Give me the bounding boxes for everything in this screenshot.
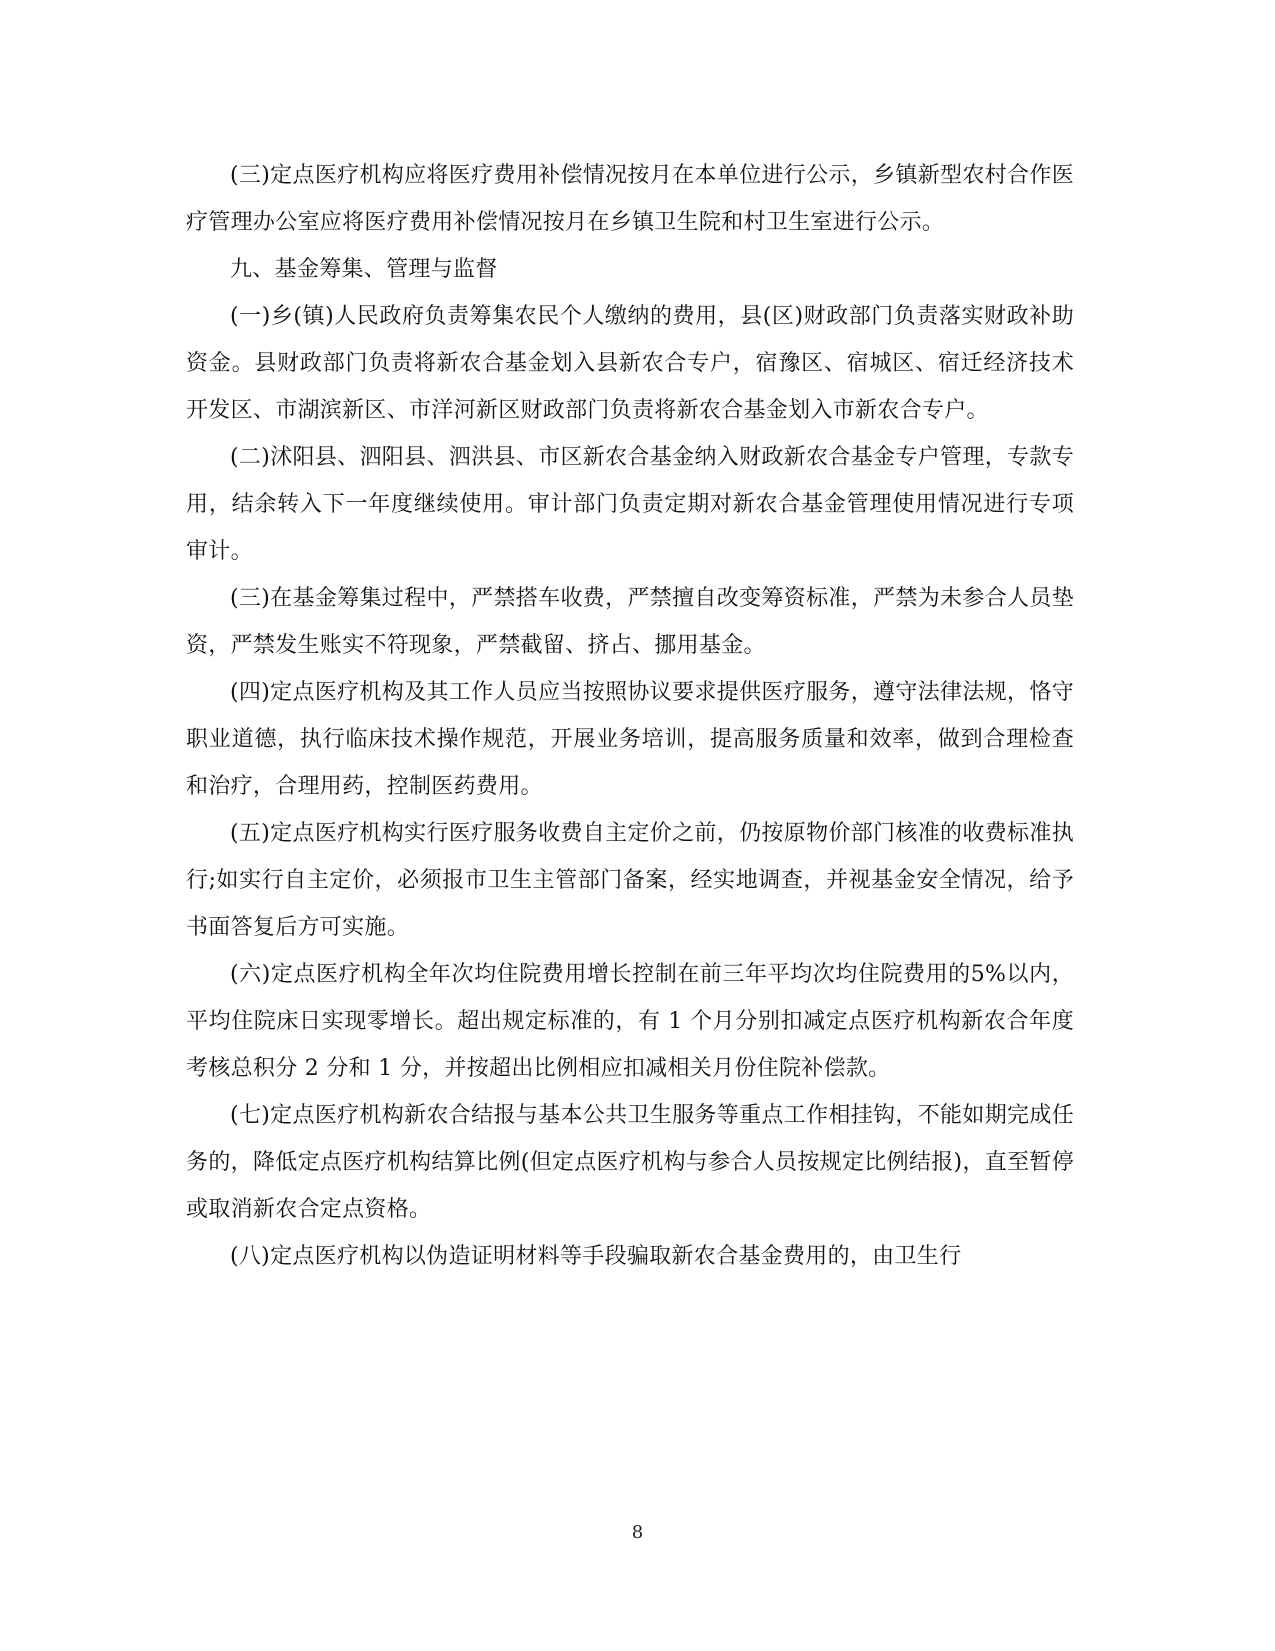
paragraph-pricing: (五)定点医疗机构实行医疗服务收费自主定价之前，仍按原物价部门核准的收费标准执行;如实行自主定价，必须报市卫生主管部门备案，经实地调查，并视基金安全情况，给予书面答复后方可实施。 bbox=[186, 821, 1074, 940]
paragraph-medical-services: (四)定点医疗机构及其工作人员应当按照协议要求提供医疗服务，遵守法律法规，恪守职业道德，执行临床技术操作规范，开展业务培训，提高服务质量和效率，做到合理检查和治疗，合理用药，控制医药费用。 bbox=[186, 680, 1074, 799]
paragraph-fund-account: (二)沭阳县、泗阳县、泗洪县、市区新农合基金纳入财政新农合基金专户管理，专款专用，结余转入下一年度继续使用。审计部门负责定期对新农合基金管理使用情况进行专项审计。 bbox=[186, 445, 1074, 564]
page-number: 8 bbox=[631, 1522, 644, 1543]
document-body bbox=[186, 152, 1074, 1280]
paragraph-fraud: (八)定点医疗机构以伪造证明材料等手段骗取新农合基金费用的，由卫生行 bbox=[230, 1244, 962, 1269]
paragraph-settlement-link: (七)定点医疗机构新农合结报与基本公共卫生服务等重点工作相挂钩，不能如期完成任务的，降低定点医疗机构结算比例(但定点医疗机构与参合人员按规定比例结报)，直至暂停或取消新农合定点资格。 bbox=[186, 1103, 1074, 1222]
section-heading-fund: 九、基金筹集、管理与监督 bbox=[230, 257, 498, 282]
paragraph-fund-raising: (一)乡(镇)人民政府负责筹集农民个人缴纳的费用，县(区)财政部门负责落实财政补助资金。县财政部门负责将新农合基金划入县新农合专户，宿豫区、宿城区、宿迁经济技术开发区、市湖滨新区、市洋河新区财政部门负责将新农合基金划入市新农合专户。 bbox=[186, 304, 1074, 423]
paragraph-3-public-notice: (三)定点医疗机构应将医疗费用补偿情况按月在本单位进行公示，乡镇新型农村合作医疗管理办公室应将医疗费用补偿情况按月在乡镇卫生院和村卫生室进行公示。 bbox=[186, 163, 1074, 235]
paragraph-cost-control: (六)定点医疗机构全年次均住院费用增长控制在前三年平均次均住院费用的5%以内，平均住院床日实现零增长。超出规定标准的，有 1 个月分别扣减定点医疗机构新农合年度考核总积分 2 分和 1 分，并按超出比例相应扣减相关月份住院补偿款。 bbox=[186, 962, 1074, 1081]
paragraph-fund-prohibitions: (三)在基金筹集过程中，严禁搭车收费，严禁擅自改变筹资标准，严禁为未参合人员垫资，严禁发生账实不符现象，严禁截留、挤占、挪用基金。 bbox=[186, 586, 1074, 658]
